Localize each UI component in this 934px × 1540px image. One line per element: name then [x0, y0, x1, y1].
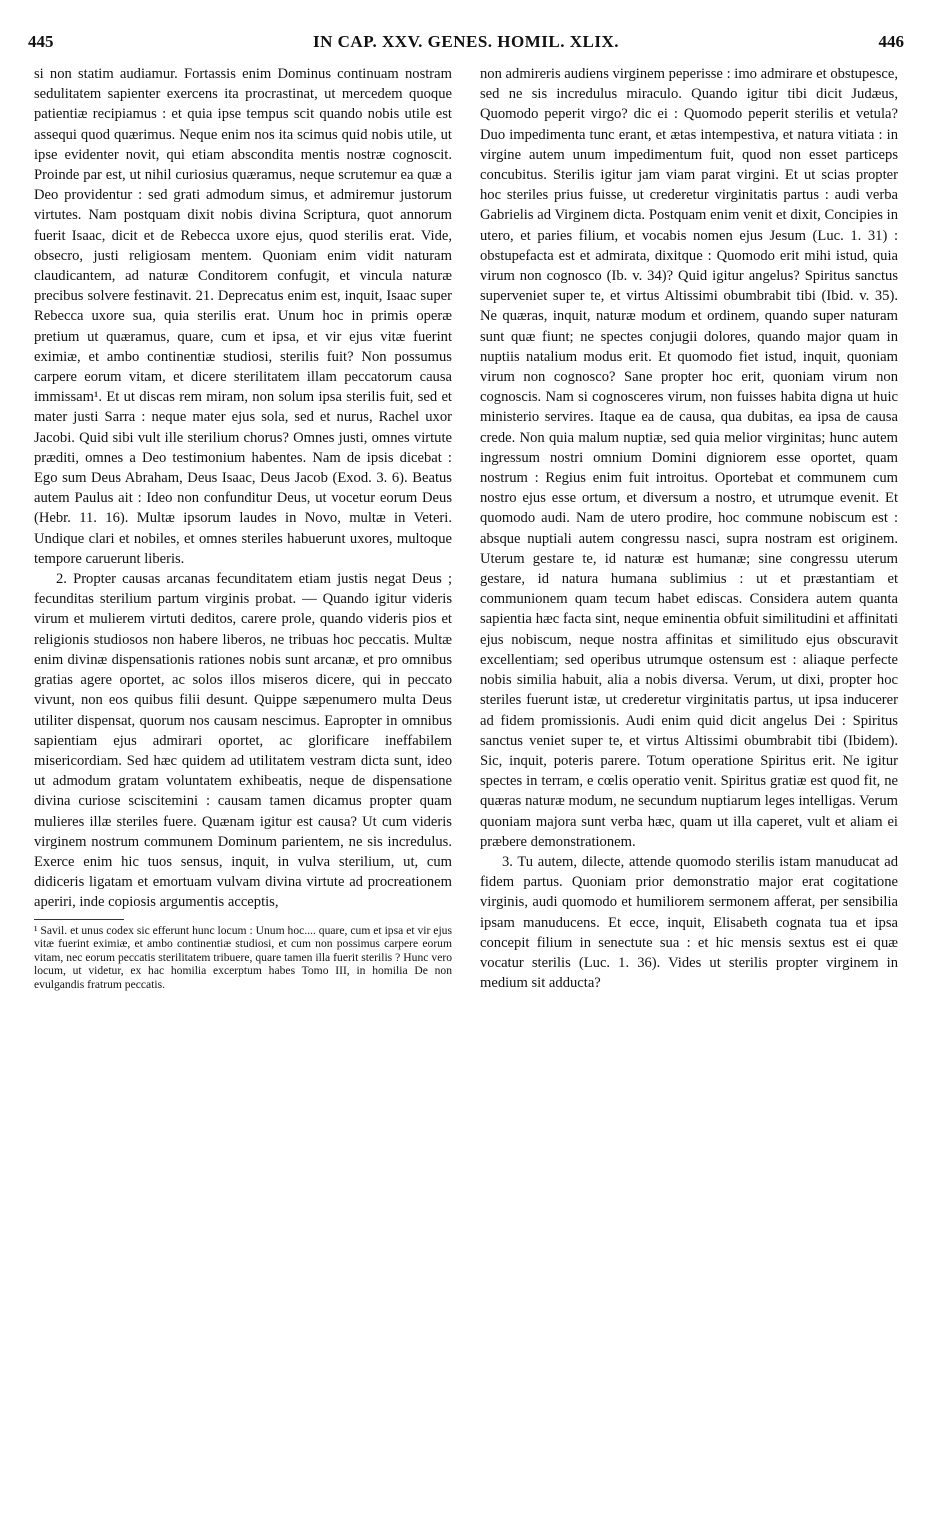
footnote [34, 919, 452, 992]
footnote-divider [34, 919, 124, 920]
running-head-title: IN CAP. XXV. GENES. HOMIL. XLIX. [313, 32, 619, 51]
paragraph: si non statim audiamur. Fortassis enim Dominus continuam nostram sedulitatem sapienter exercens ita procrastinat, ut mercedem quoque patientiæ recipiamus : et quia ipse tempus scit quando nobis utile est assequi quod quærimus. Neque enim nos ita scimus quid nobis utile, ut ipse evidenter novit, qui etiam abscondita mentis nostræ cognoscit. Proinde par est, ut nihil curiosius quæramus, neque scrutemur ea quæ a Deo providentur : sed grati admodum simus, et admiremur justorum virtutes. Nam postquam dixit nobis divina Scriptura, quot annorum fuerit Isaac, dicit et de Rebecca uxore ejus, quod sterilis erat. Vide, obsecro, justi religiosam mentem. Quoniam enim vidit naturam claudicantem, ad naturæ Conditorem confugit, et vincula naturæ precibus solvere festinavit. 21. Deprecatus enim est, inquit, Isaac super Rebecca uxore sua, quia sterilis erat. Unum hoc in primis operæ pretium ut quæramus, quare, cum et ipsa, et vir ejus vitæ fuerint eximiæ, et ambo continentiæ studiosi, sterilis fuit? Non possumus carpere eorum vitam, et dicere sterilitatem illam peccatorum causa immissam¹. Et ut discas rem miram, non solum ipsa sterilis fuit, sed et mater justi Sarra : neque mater ejus sola, sed et nurus, Rachel uxor Jacobi. Quid sibi vult ille sterilium chorus? Omnes justi, omnes virtute præditi, omnes a Deo testimonium habentes. Nam de ipsis dicebat : Ego sum Deus Abraham, Deus Isaac, Deus Jacob (Exod. 3. 6). Beatus autem Paulus ait : Ideo non confunditur Deus, ut vocetur eorum Deus (Hebr. 11. 16). Multæ ipsorum laudes in Novo, multæ in Veteri. Undique clari et nobiles, et omnes steriles habuerunt uxores, multoque tempore caruerunt liberis. [34, 66, 452, 567]
left-column [34, 64, 452, 992]
running-header [28, 32, 904, 58]
right-column [480, 64, 898, 993]
paragraph: 2. Propter causas arcanas fecunditatem etiam justis negat Deus ; fecunditas sterilium partum virginis probat. — Quando igitur videris virum et mulierem virtuti deditos, carere prole, quando videris pios et religionis studiosos non habere liberos, ne tribuas hoc peccatis. Multæ enim divinæ dispensationis rationes nobis sunt arcanæ, et pro omnibus gratias agere oportet, ac solos illos miseros dicere, qui in peccato vivunt, non eos quibus filii desunt. Quippe sæpenumero multa Deus utiliter dispensat, quorum nos causam nescimus. Eapropter in omnibus sapientiam ejus admirari oportet, ac glorificare ineffabilem misericordiam. Sed hæc quidem ad utilitatem vestram dicta sunt, ideo ut admodum gratam voluntatem exhibeatis, neque de dispensatione divina curiose sciscitemini : causam tamen dicamus propter quam mulieres illæ steriles fuere. Quænam igitur est causa? Ut cum videris virginem nostrum communem Dominum parientem, ne sis incredulus. Exerce enim hic tuos sensus, inquit, in vulva sterilium, ut, cum didiceris ligatam et emortuam vulvam divina virtute ad procreationem aperiri, inde copiosis argumentis acceptis, [34, 571, 452, 911]
paragraph: non admireris audiens virginem peperisse : imo admirare et obstupesce, sed ne sis incredulus miraculo. Quando igitur tibi dicit Judæus, Quomodo peperit virgo? dic ei : Quomodo peperit sterilis et vetula? Duo impedimenta tunc erant, et ætas intempestiva, et natura vitiata : in virgine autem unum impedimentum fuit, quod non esset particeps concubitus. Sterilis igitur jam viam parat virgini. Et ut scias propter hoc steriles prius fuisse, ut crederetur virginitatis partus : audi verba Gabrielis ad Virginem dicta. Postquam enim venit et dixit, Concipies in utero, et paries filium, et vocabis nomen ejus Jesum (Luc. 1. 31) : obstupefacta est et admirata, dixitque : Quomodo erit mihi istud, quia virum non cognosco (Ib. v. 34)? Quid igitur angelus? Spiritus sanctus superveniet super te, et virtus Altissimi obumbrabit tibi (Ibid. v. 35). Ne quæras, inquit, naturæ modum et ordinem, quando super naturam sunt quæ fiunt; ne spectes conjugii dolores, quando major quam in nuptiis natalium modus erit. Et quomodo fiet istud, inquit, quoniam virum non cognosco? Sane propter hoc erit, quoniam virum non cognoscis. Nam si cognosceres virum, non fuisses habita digna ut huic ministerio servires. Itaque ea de causa, qua dubitas, ea ipsa de causa crede. Non quia malum nuptiæ, sed quia melior virginitas; hunc autem ingressum nostri omnium Domini digniorem esse oportet, quam nostrum : Regius enim fuit introitus. Oportebat et communem cum nostro ejus esse ortum, et diversum a nostro, et utrumque evenit. Et quomodo audi. Nam de utero prodire, hoc commune nobiscum est : absque nuptiali autem congressu nasci, supra nostram est originem. Uterum gestare te, id naturæ est humanæ; sine congressu uterum gestare, id natura humana sublimius : ut et præstantiam et communionem quam tecum habet ediscas. Considera autem quanta sapientia hæc facta sint, neque eminentia obfuit similitudini et affinitati ejus nobiscum, neque nostra affinitas et similitudo ejus obscuravit excellentiam; sed operibus utrumque ostensum est : aliaque perfecte nobis similia habuit, alia a nobis diversa. Verum, ut dixi, propter hoc steriles fuerunt istæ, ut crederetur virginitatis partus, ut ipsa inducerer ad fidem promissionis. Audi enim quid dicit angelus Dei : Spiritus sanctus veniet super te, et virtus Altissimi obumbrabit tibi (Ibidem). Sic, inquit, poteris parere. Totum operatione Spiritus erit. Ne igitur spectes in terram, e cœlis operatio venit. Spiritus gratiæ est quod fit, ne quæras naturæ modum, ne secundum nuptiarum leges intelligas. Verum quoniam majora sunt verba hæc, quam ut illa caperet, vult et aliam ei præbere demonstrationem. [480, 66, 898, 850]
footnote-text: ¹ Savil. et unus codex sic efferunt hunc locum : Unum hoc.... quare, cum et ipsa et vir ejus vitæ fuerint eximiæ, et ambo continentiæ studiosi, et cum non possimus carpere eorum vitam, nec eorum peccatis sterilitatem tribuere, quare tamen illa fuerit sterilis ? Hunc vero locum, ut videtur, ex hac homilia excerptum habes Tomo III, in homilia De non evulgandis fratrum peccatis. [34, 923, 452, 991]
page-number-right: 446 [878, 32, 904, 51]
page-number-left: 445 [28, 32, 54, 51]
paragraph: 3. Tu autem, dilecte, attende quomodo sterilis istam manuducat ad fidem partus. Quoniam prior demonstratio major erat cogitatione virginis, audi quomodo et humiliorem sermonem afferat, per sensibilia ipsam manuducens. Et ecce, inquit, Elisabeth cognata tua et ipsa concepit filium in senectute sua : et hic mensis sextus est ei quæ vocatur sterilis (Luc. 1. 36). Vides ut sterilis propter virginem in medium sit adducta? [480, 853, 898, 992]
